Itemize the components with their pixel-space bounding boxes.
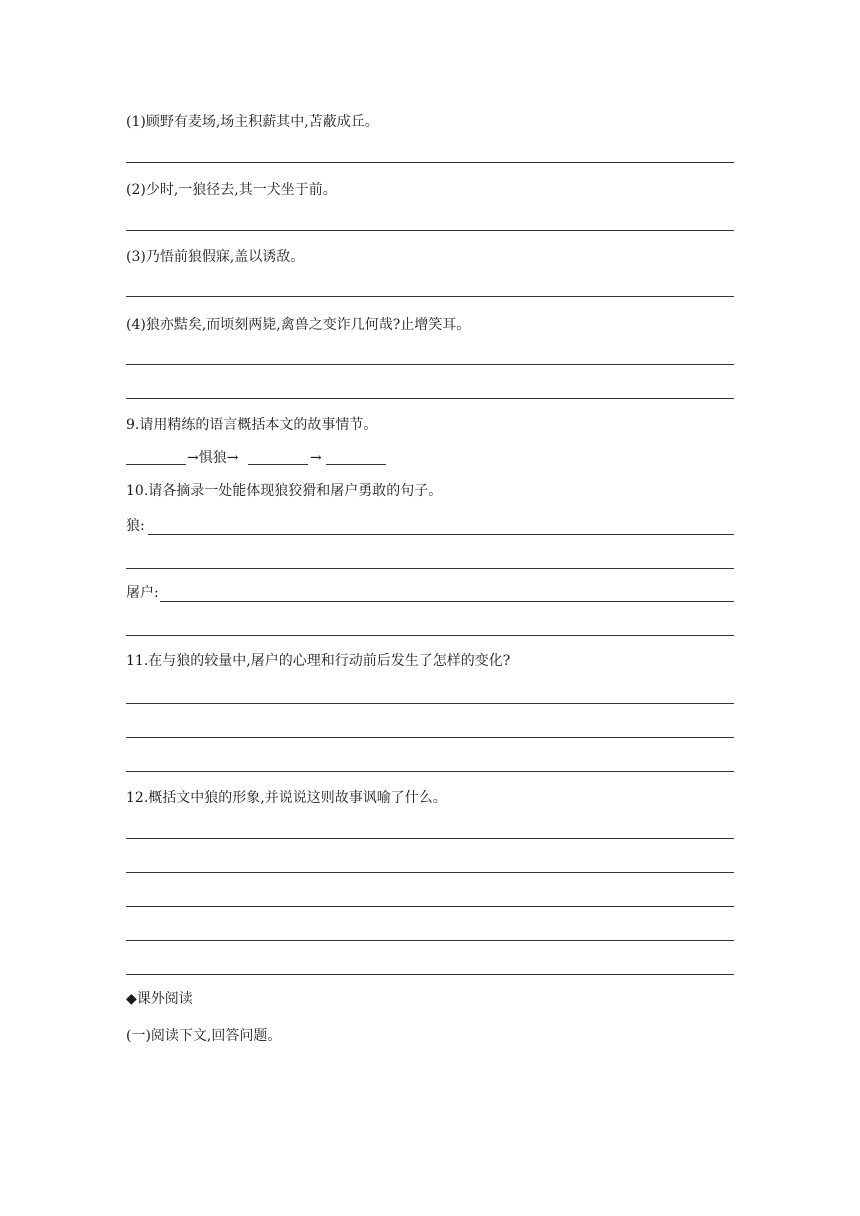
q9-prompt: 9.请用精练的语言概括本文的故事情节。	[126, 417, 378, 433]
butcher-answer-line[interactable]	[160, 601, 734, 602]
plot-arrow-label-1: →惧狼→	[187, 450, 239, 466]
answer-line[interactable]	[126, 296, 734, 297]
q8-item-4: (4)狼亦黠矣,而顷刻两毙,禽兽之变诈几何哉?止增笑耳。	[126, 317, 471, 333]
q8-item-2: (2)少时,一狼径去,其一犬坐于前。	[126, 182, 337, 198]
answer-line[interactable]	[126, 703, 734, 704]
wolf-label: 狼:	[126, 518, 145, 534]
q11-prompt: 11.在与狼的较量中,屠户的心理和行动前后发生了怎样的变化?	[126, 653, 511, 669]
plot-blank-2[interactable]	[248, 464, 308, 465]
plot-blank-3[interactable]	[326, 464, 386, 465]
answer-line[interactable]	[126, 398, 734, 399]
answer-line[interactable]	[126, 872, 734, 873]
q8-item-3: (3)乃悟前狼假寐,盖以诱敌。	[126, 249, 305, 265]
wolf-answer-line[interactable]	[148, 534, 734, 535]
answer-line[interactable]	[126, 940, 734, 941]
q10-prompt: 10.请各摘录一处能体现狼狡猾和屠户勇敢的句子。	[126, 483, 443, 499]
plot-blank-1[interactable]	[126, 464, 186, 465]
q8-item-1: (1)顾野有麦场,场主积薪其中,苫蔽成丘。	[126, 114, 379, 130]
answer-line[interactable]	[126, 771, 734, 772]
section-heading: ◆课外阅读	[126, 991, 193, 1007]
answer-line[interactable]	[126, 230, 734, 231]
answer-line[interactable]	[126, 635, 734, 636]
plot-flow	[126, 448, 426, 468]
answer-line[interactable]	[126, 974, 734, 975]
answer-line[interactable]	[126, 364, 734, 365]
answer-line[interactable]	[126, 162, 734, 163]
answer-line[interactable]	[126, 906, 734, 907]
plot-arrow-label-2: →	[310, 450, 322, 466]
reading-instruction: (一)阅读下文,回答问题。	[126, 1028, 282, 1044]
answer-line[interactable]	[126, 568, 734, 569]
answer-line[interactable]	[126, 838, 734, 839]
q12-prompt: 12.概括文中狼的形象,并说说这则故事讽喻了什么。	[126, 790, 447, 806]
answer-line[interactable]	[126, 737, 734, 738]
butcher-label: 屠户:	[126, 585, 159, 601]
